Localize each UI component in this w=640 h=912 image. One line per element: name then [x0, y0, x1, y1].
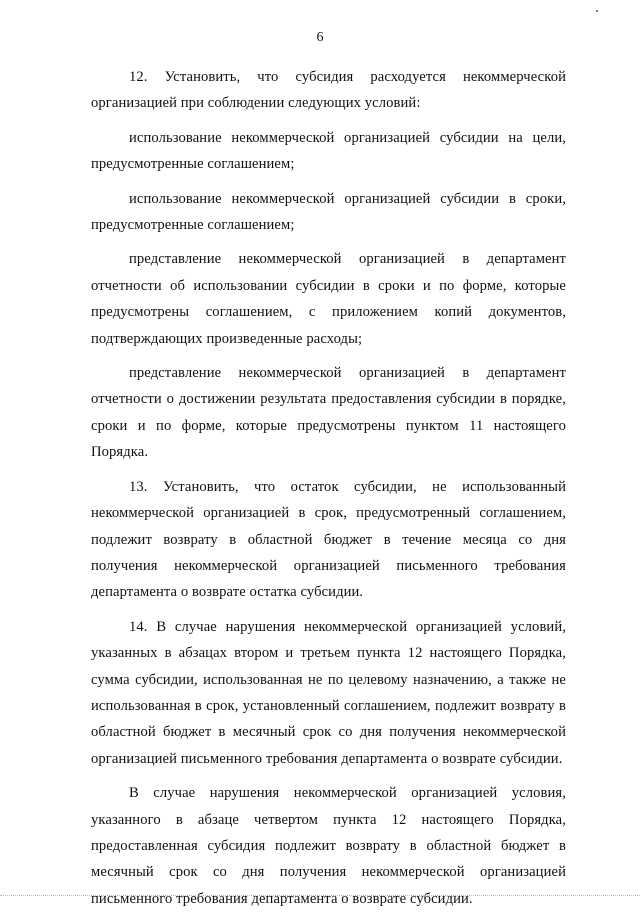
page-number: 6 [316, 30, 324, 45]
paragraph-item-13: 13. Установить, что остаток субсидии, не использованный некоммерческой организацией в срок, предусмотренный соглашением, подлежит возврату в областной бюджет в течение месяца со дня получения некоммерческой организацией письменного требования департамента о возврате остатка субсидии. [91, 478, 566, 601]
paragraph-item-14-continuation: В случае нарушения некоммерческой организацией условия, указанного в абзаце четвертом пункта 12 настоящего Порядка, предоставленная субсидия подлежит возврату в областной бюджет в месячный срок со дня получения некоммерческой организацией письменного требования департамента о возврате субсидии. [91, 785, 566, 907]
paragraph-condition-terms: использование некоммерческой организацией субсидии в сроки, предусмотренные соглашением; [91, 190, 566, 234]
scan-speck [596, 10, 598, 12]
paragraph-item-14: 14. В случае нарушения некоммерческой организацией условий, указанных в абзацах втором и третьем пункта 12 настоящего Порядка, сумма субсидии, использованная не по целевому назначению, а также не использованная в срок, установленный соглашением, подлежит возврату в областной бюджет в месячный срок со дня получения некоммерческой организацией письменного требования департамента о возврате субсидии. [91, 618, 566, 767]
document-body [91, 64, 566, 912]
paragraph-item-12: 12. Установить, что субсидия расходуется некоммерческой организацией при соблюдении следующих условий: [91, 69, 566, 112]
paragraph-condition-result-report: представление некоммерческой организацией в департамент отчетности о достижении результата предоставления субсидии в порядке, сроки и по форме, которые предусмотрены пунктом 11 настоящего Порядка. [91, 365, 566, 461]
paragraph-condition-purpose: использование некоммерческой организацией субсидии на цели, предусмотренные соглашением; [91, 129, 566, 173]
paragraph-condition-usage-report: представление некоммерческой организацией в департамент отчетности об использовании субсидии в сроки и по форме, которые предусмотрены соглашением, с приложением копий документов, подтверждающих произведенные расходы; [91, 251, 566, 347]
scan-bottom-edge [0, 895, 640, 896]
